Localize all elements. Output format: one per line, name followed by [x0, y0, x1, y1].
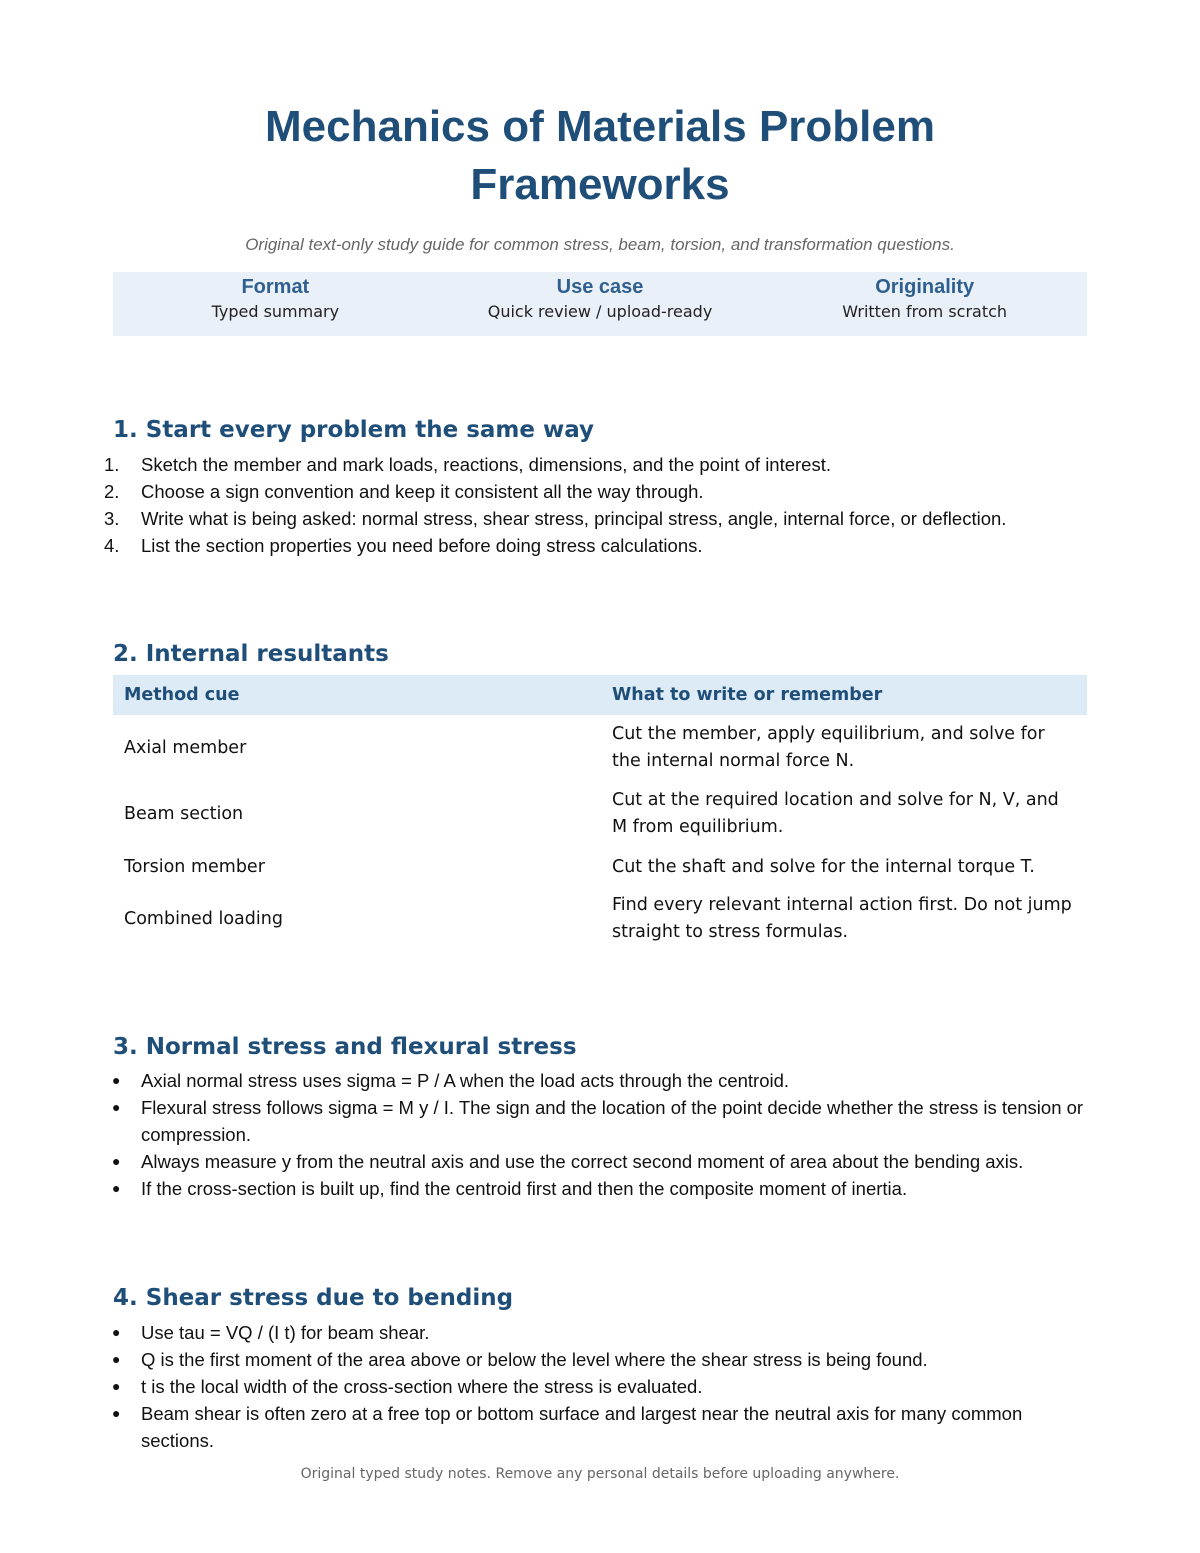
table-row [113, 715, 1087, 781]
section-heading-4: 4. Shear stress due to bending [113, 1285, 514, 1311]
list-item [104, 1148, 1084, 1175]
meta-value: Written from scratch [842, 302, 1008, 321]
list-item-text: Beam shear is often zero at a free top or bottom surface and largest near the neutral axis for many common sections. [141, 1403, 1023, 1451]
bullet-icon: ● [112, 1351, 121, 1367]
list-item-text: Axial normal stress uses sigma = P / A when the load acts through the centroid. [141, 1070, 790, 1091]
meta-originality [762, 272, 1087, 336]
table-cell-method: Axial member [124, 737, 247, 758]
list-item [104, 1175, 1084, 1202]
table-cell-note: Cut the member, apply equilibrium, and solve for the internal normal force N. [612, 724, 1045, 771]
table-cell-note: Find every relevant internal action first. Do not jump straight to stress formulas. [612, 895, 1072, 942]
table-row [113, 847, 1087, 887]
meta-summary-box [113, 272, 1087, 336]
table-cell-method: Combined loading [124, 908, 283, 929]
bullet-icon: ● [112, 1180, 121, 1196]
page-footer: Original typed study notes. Remove any personal details before uploading anywhere. [300, 1466, 900, 1482]
bullet-icon: ● [112, 1099, 121, 1115]
table-header-method-cue: Method cue [113, 675, 601, 715]
title-line-2: Frameworks [470, 160, 730, 209]
bullet-icon: ● [112, 1324, 121, 1340]
title-line-1: Mechanics of Materials Problem [265, 102, 935, 151]
list-number: 1. [104, 454, 120, 475]
bullet-icon: ● [112, 1378, 121, 1394]
bullet-icon: ● [112, 1405, 121, 1421]
section-4-bullet-list [104, 1319, 1084, 1454]
list-item-text: t is the local width of the cross-section where the stress is evaluated. [141, 1376, 703, 1397]
list-item-text: Choose a sign convention and keep it consistent all the way through. [141, 481, 704, 502]
table-cell-method: Beam section [124, 803, 244, 824]
meta-value: Quick review / upload-ready [487, 302, 713, 321]
list-item-text: Sketch the member and mark loads, reactions, dimensions, and the point of interest. [141, 454, 832, 475]
table-header-row [113, 675, 1087, 715]
section-heading-3: 3. Normal stress and flexural stress [113, 1034, 577, 1060]
list-item [104, 1373, 1084, 1400]
list-item [104, 1319, 1084, 1346]
table-cell-note: Cut the shaft and solve for the internal torque T. [612, 856, 1035, 877]
list-item [104, 1346, 1084, 1373]
meta-value: Typed summary [211, 302, 340, 321]
list-item [104, 505, 1084, 532]
meta-format [113, 272, 438, 336]
section-heading-1: 1. Start every problem the same way [113, 417, 595, 443]
list-item-text: List the section properties you need before doing stress calculations. [141, 535, 703, 556]
list-number: 3. [104, 508, 120, 529]
meta-use-case [438, 272, 763, 336]
list-item-text: Use tau = VQ / (I t) for beam shear. [141, 1322, 430, 1343]
list-item [104, 478, 1084, 505]
table-row [113, 781, 1087, 847]
list-number: 2. [104, 481, 120, 502]
meta-label: Format [241, 276, 310, 298]
list-item [104, 1400, 1084, 1454]
table-cell-method: Torsion member [124, 856, 265, 877]
bullet-icon: ● [112, 1153, 121, 1169]
list-item-text: Always measure y from the neutral axis and use the correct second moment of area about the bending axis. [141, 1151, 1024, 1172]
list-item [104, 532, 1084, 559]
bullet-icon: ● [112, 1072, 121, 1088]
list-item-text: Q is the first moment of the area above or below the level where the shear stress is being found. [141, 1349, 928, 1370]
section-1-steps-list [104, 451, 1084, 559]
list-item [104, 1094, 1084, 1148]
list-number: 4. [104, 535, 120, 556]
table-header-what-to-write: What to write or remember [601, 675, 1087, 715]
list-item [104, 451, 1084, 478]
list-item-text: Write what is being asked: normal stress, shear stress, principal stress, angle, internal force, or deflection. [141, 508, 1007, 529]
document-title [100, 98, 1100, 214]
table-cell-note: Cut at the required location and solve for N, V, and M from equilibrium. [612, 790, 1059, 837]
internal-resultants-table [113, 675, 1087, 951]
section-3-bullet-list [104, 1067, 1084, 1202]
document-subtitle: Original text-only study guide for common stress, beam, torsion, and transformation questions. [245, 235, 955, 254]
table-row [113, 887, 1087, 951]
meta-label: Originality [875, 276, 975, 298]
list-item-text: Flexural stress follows sigma = M y / I. The sign and the location of the point decide whether the stress is tension or compression. [141, 1097, 1084, 1145]
list-item [104, 1067, 1084, 1094]
section-heading-2: 2. Internal resultants [113, 641, 389, 667]
list-item-text: If the cross-section is built up, find the centroid first and then the composite moment of inertia. [141, 1178, 908, 1199]
meta-label: Use case [556, 276, 644, 298]
